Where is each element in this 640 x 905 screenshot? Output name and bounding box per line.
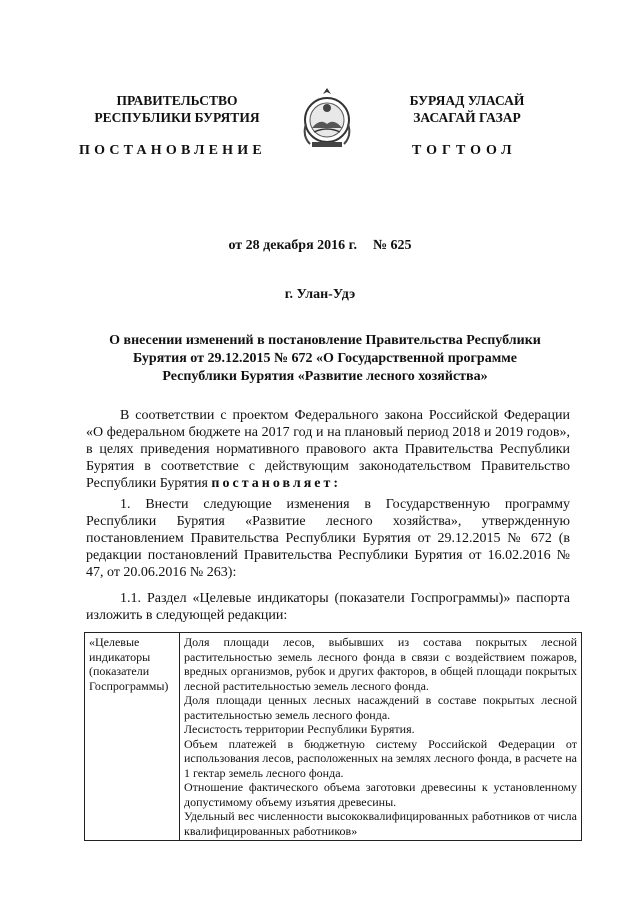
date-number-line	[0, 238, 640, 254]
issuer-buryat-line1: БУРЯАД УЛАСАЙ	[409, 93, 525, 108]
item-1-1-paragraph	[86, 590, 570, 624]
indicators-list-cell	[180, 633, 582, 841]
list-item: Доля площади ценных лесных насаждений в составе покрытых лесной растительностью земель лесного фонда.	[184, 693, 577, 722]
issuer-russian-line1: ПРАВИТЕЛЬСТВО	[116, 93, 238, 108]
list-item: Объем платежей в бюджетную систему Российской Федерации от использования лесов, расположенных на землях лесного фонда, в расчете на 1 гектар земель лесного фонда.	[184, 736, 577, 780]
indicators-label-cell: «Целевые индикаторы (показатели Госпрограммы)	[85, 633, 180, 841]
doc-kind-russian: ПОСТАНОВЛЕНИЕ	[79, 143, 266, 158]
preamble-paragraph	[86, 407, 570, 492]
document-subject: О внесении изменений в постановление Правительства Республики Бурятия от 29.12.2015 № 672 «О Государственной программе Республики Бурятия «Развитие лесного хозяйства»	[109, 333, 541, 384]
item-1-text: 1. Внести следующие изменения в Государственную программу Республики Бурятия «Развитие лесного хозяйства», утвержденную постановлением Правительства Республики Бурятия от 29.12.2015 № 672 (в редакции постановлений Правительства Республики Бурятия от 16.02.2016 № 47, от 20.06.2016 № 263):	[86, 497, 570, 580]
list-item: Лесистость территории Республики Бурятия.	[184, 722, 415, 736]
list-item: Отношение фактического объема заготовки древесины к установленному допустимому объему изъятия древесины.	[184, 780, 577, 809]
resolve-word: постановляет:	[211, 476, 342, 491]
list-item: Доля площади лесов, выбывших из состава покрытых лесной растительностью земель лесного фонда в связи с воздействием пожаров, вредных организмов, рубок и других факторов, в общей площади покрытых лесной растительностью земель лесного фонда.	[184, 635, 577, 693]
preamble-text: В соответствии с проектом Федерального закона Российской Федерации «О федеральном бюджете на 2017 год и на плановый период 2018 и 2019 годов», в целях приведения нормативного правового акта Правительства Республики Бурятия в соответствие с действующим законодательством Правительство Республики Бурятия	[86, 408, 570, 491]
indicators-table	[84, 632, 582, 841]
list-item: Удельный вес численности высококвалифицированных работников от числа квалифицированных работников»	[184, 809, 577, 838]
issuer-russian-line2: РЕСПУБЛИКИ БУРЯТИЯ	[94, 110, 260, 125]
issuer-russian	[72, 92, 282, 126]
item-1-1-text: 1.1. Раздел «Целевые индикаторы (показатели Госпрограммы)» паспорта изложить в следующей редакции:	[86, 591, 570, 623]
item-1-paragraph	[86, 496, 570, 581]
issuer-buryat	[372, 92, 562, 126]
city: г. Улан-Удэ	[284, 287, 356, 302]
table-row	[85, 633, 582, 841]
doc-kind-buryat: ТОГТООЛ	[412, 143, 517, 158]
coat-of-arms-icon	[300, 84, 354, 152]
document-date: от 28 декабря 2016 г.	[228, 238, 357, 253]
document-number: № 625	[372, 238, 412, 253]
issuer-buryat-line2: ЗАСАГАЙ ГАЗАР	[413, 110, 521, 125]
